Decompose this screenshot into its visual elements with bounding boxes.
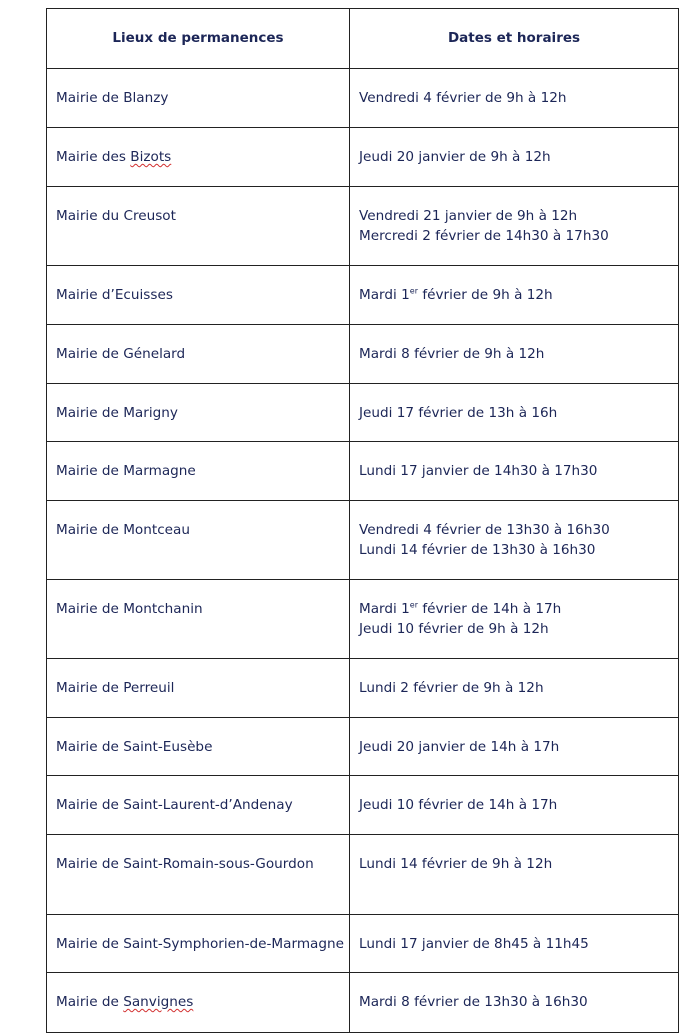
table-row xyxy=(47,501,679,580)
place-name: Mairie de Perreuil xyxy=(56,680,175,696)
dates-cell xyxy=(350,835,679,915)
place-name: Mairie de Blanzy xyxy=(56,90,169,106)
date-line: Mardi 8 février de 13h30 à 16h30 xyxy=(359,994,588,1010)
table-row xyxy=(47,973,679,1033)
table-row xyxy=(47,659,679,718)
date-line: Jeudi 20 janvier de 9h à 12h xyxy=(359,149,551,165)
table-body xyxy=(47,69,679,1033)
date-line: Jeudi 10 février de 14h à 17h xyxy=(359,797,558,813)
place-name-prefix: Mairie des xyxy=(56,149,131,165)
place-cell xyxy=(47,384,350,442)
date-text: Mardi 1 xyxy=(359,601,410,617)
place-cell xyxy=(47,659,350,718)
place-cell xyxy=(47,501,350,580)
place-name: Mairie de Saint-Romain-sous-Gourdon xyxy=(56,856,314,872)
place-name: Mairie de Génelard xyxy=(56,346,186,362)
date-line: Lundi 17 janvier de 8h45 à 11h45 xyxy=(359,936,589,952)
dates-cell xyxy=(350,776,679,835)
date-line: Lundi 14 février de 13h30 à 16h30 xyxy=(359,542,596,558)
table-row xyxy=(47,128,679,187)
table-row xyxy=(47,187,679,266)
date-line: Jeudi 17 février de 13h à 16h xyxy=(359,405,558,421)
place-name: Mairie du Creusot xyxy=(56,208,176,224)
place-cell xyxy=(47,915,350,973)
place-cell xyxy=(47,442,350,501)
dates-cell xyxy=(350,384,679,442)
place-cell xyxy=(47,69,350,128)
dates-cell xyxy=(350,659,679,718)
place-cell xyxy=(47,580,350,659)
spellcheck-flagged-word: Sanvignes xyxy=(123,994,194,1010)
place-cell xyxy=(47,718,350,776)
date-line xyxy=(359,285,678,305)
date-text: Mardi 1 xyxy=(359,287,410,303)
place-name xyxy=(47,973,349,1012)
table-row xyxy=(47,325,679,384)
permanences-table xyxy=(46,8,679,1033)
table-row xyxy=(47,835,679,915)
spellcheck-flagged-word: Bizots xyxy=(130,149,172,165)
dates-cell xyxy=(350,69,679,128)
dates-cell xyxy=(350,501,679,580)
place-name: Mairie de Saint-Eusèbe xyxy=(56,739,213,755)
table-row xyxy=(47,266,679,325)
dates-cell xyxy=(350,442,679,501)
dates-cell xyxy=(350,973,679,1033)
table-row xyxy=(47,915,679,973)
date-line: Jeudi 10 février de 9h à 12h xyxy=(359,621,549,637)
permanences-sheet xyxy=(46,8,679,1033)
table-row xyxy=(47,442,679,501)
place-cell xyxy=(47,835,350,915)
date-text: février de 14h à 17h xyxy=(418,601,562,617)
dates-cell xyxy=(350,266,679,325)
header-dates: Dates et horaires xyxy=(350,9,679,69)
date-line: Vendredi 21 janvier de 9h à 12h xyxy=(359,208,578,224)
place-name: Mairie de Saint-Symphorien-de-Marmagne xyxy=(56,936,344,952)
place-cell xyxy=(47,325,350,384)
place-cell xyxy=(47,128,350,187)
place-name: Mairie de Montchanin xyxy=(56,601,203,617)
date-line: Mardi 8 février de 9h à 12h xyxy=(359,346,545,362)
date-line: Lundi 17 janvier de 14h30 à 17h30 xyxy=(359,463,598,479)
table-row xyxy=(47,69,679,128)
place-name: Mairie de Marmagne xyxy=(56,463,196,479)
date-line: Lundi 14 février de 9h à 12h xyxy=(359,856,553,872)
place-cell xyxy=(47,266,350,325)
date-text: février de 9h à 12h xyxy=(418,287,553,303)
dates-cell xyxy=(350,915,679,973)
ordinal-suffix: er xyxy=(409,600,419,610)
place-name: Mairie d’Ecuisses xyxy=(56,287,173,303)
date-line: Jeudi 20 janvier de 14h à 17h xyxy=(359,739,560,755)
header-places: Lieux de permanences xyxy=(47,9,350,69)
place-name-prefix: Mairie de xyxy=(56,994,124,1010)
table-row xyxy=(47,776,679,835)
table-row xyxy=(47,718,679,776)
date-line: Lundi 2 février de 9h à 12h xyxy=(359,680,544,696)
place-name xyxy=(47,128,349,167)
dates-cell xyxy=(350,580,679,659)
table-row xyxy=(47,384,679,442)
table-row xyxy=(47,580,679,659)
dates-cell xyxy=(350,187,679,266)
dates-cell xyxy=(350,325,679,384)
place-cell xyxy=(47,187,350,266)
header-row xyxy=(47,9,679,69)
dates-cell xyxy=(350,128,679,187)
place-name: Mairie de Montceau xyxy=(56,522,190,538)
date-line xyxy=(359,599,678,619)
place-name: Mairie de Marigny xyxy=(56,405,178,421)
place-cell xyxy=(47,776,350,835)
date-line: Mercredi 2 février de 14h30 à 17h30 xyxy=(359,228,609,244)
date-line: Vendredi 4 février de 13h30 à 16h30 xyxy=(359,522,610,538)
place-cell xyxy=(47,973,350,1033)
ordinal-suffix: er xyxy=(409,286,419,296)
date-line: Vendredi 4 février de 9h à 12h xyxy=(359,90,567,106)
place-name: Mairie de Saint-Laurent-d’Andenay xyxy=(56,797,293,813)
dates-cell xyxy=(350,718,679,776)
